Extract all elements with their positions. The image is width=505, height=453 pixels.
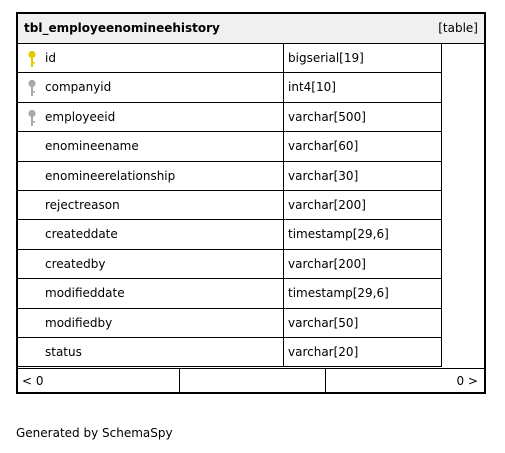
column-type: varchar[200] [288,197,366,212]
column-type: timestamp[29,6] [288,286,389,301]
column-name-cell [18,338,284,366]
column-name[interactable]: companyid [45,80,112,95]
column-name-cell [18,162,284,190]
column-row [18,220,442,249]
column-row [18,44,442,73]
column-name[interactable]: modifiedby [45,315,113,330]
column-type-cell [284,132,442,160]
column-row [18,279,442,308]
column-name[interactable]: id [45,51,56,65]
column-name-cell [18,220,284,248]
column-name-cell [18,191,284,219]
table-name[interactable]: tbl_employeenomineehistory [24,21,220,35]
table-entity [16,12,486,394]
children-count[interactable]: 0 > [456,374,478,388]
column-type: varchar[60] [288,139,359,154]
column-type: varchar[30] [288,168,359,183]
footer-middle-cell [180,369,326,392]
column-name[interactable]: enomineename [45,139,139,154]
column-row [18,73,442,102]
column-row [18,191,442,220]
column-name[interactable]: createddate [45,227,118,242]
column-name[interactable]: rejectreason [45,197,120,212]
column-type: int4[10] [288,80,336,95]
column-type: varchar[200] [288,256,366,271]
column-type-cell [284,338,442,366]
column-type-cell [284,309,442,337]
column-name[interactable]: modifieddate [45,286,125,301]
column-type-cell [284,279,442,307]
column-row [18,162,442,191]
generated-by-label: Generated by SchemaSpy [16,426,173,440]
column-type-cell [284,250,442,278]
column-type-cell [284,220,442,248]
column-name-cell [18,279,284,307]
column-row [18,250,442,279]
column-type: varchar[50] [288,315,359,330]
column-type-cell [284,103,442,131]
column-name-cell [18,44,284,72]
column-type-cell [284,73,442,101]
column-row [18,338,442,367]
column-type-cell [284,44,442,72]
column-type: varchar[500] [288,109,366,124]
column-name[interactable]: enomineerelationship [45,168,176,183]
column-row [18,132,442,161]
column-name-cell [18,132,284,160]
parents-cell [18,369,180,392]
column-name-cell [18,103,284,131]
foreign-key-icon [27,109,37,127]
column-type-cell [284,191,442,219]
column-type: bigserial[19] [288,51,364,65]
column-type-cell [284,162,442,190]
column-name-cell [18,73,284,101]
column-type: varchar[20] [288,344,359,359]
parents-count[interactable]: < 0 [22,374,44,388]
column-name-cell [18,250,284,278]
table-footer [18,368,484,392]
column-name[interactable]: employeeid [45,109,116,124]
column-name[interactable]: createdby [45,256,106,271]
column-row [18,103,442,132]
column-type: timestamp[29,6] [288,227,389,242]
column-name-cell [18,309,284,337]
column-row [18,309,442,338]
table-type-label: [table] [438,21,478,35]
primary-key-icon [27,50,37,68]
column-list [18,44,442,367]
table-header [18,14,484,44]
foreign-key-icon [27,79,37,97]
column-name[interactable]: status [45,344,82,359]
